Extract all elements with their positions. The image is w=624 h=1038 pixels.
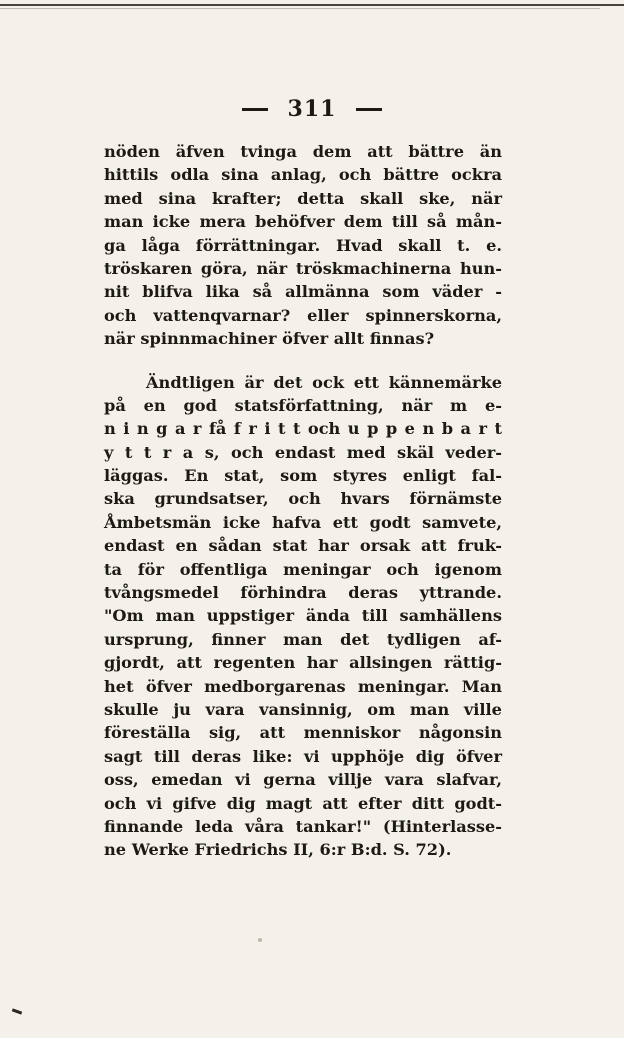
text-line: finnande leda våra tankar!" (Hinterlasse-: [104, 816, 502, 836]
paragraph-2: [104, 371, 502, 862]
text-line: när spinnmachiner öfver allt finnas?: [104, 329, 435, 349]
text-line: het öfver medborgarenas meningar. Man: [104, 676, 502, 696]
text-line: n i n g a r få f r i t t och u p p e n b a r t: [104, 419, 502, 439]
text-line: med sina krafter; detta skall ske, när: [104, 188, 502, 208]
text-line: y t t r a s, och endast med skäl veder-: [104, 442, 502, 462]
text-line: nöden äfven tvinga dem att bättre än: [104, 142, 502, 161]
text-line: föreställa sig, att menniskor någonsin: [104, 723, 502, 743]
text-line: tvångsmedel förhindra deras yttrande.: [104, 583, 502, 603]
text-line: hittils odla sina anlag, och bättre ockra: [104, 165, 502, 185]
text-line: Ändtligen är det ock ett kännemärke: [146, 372, 502, 392]
text-line: "Om man uppstiger ända till samhällens: [104, 606, 502, 626]
text-line: endast en sådan stat har orsak att fruk-: [104, 536, 502, 556]
text-line: nit blifva lika så allmänna som väder -: [104, 282, 502, 302]
text-line: läggas. En stat, som styres enligt fal-: [104, 466, 502, 486]
text-line: ne Werke Friedrichs II, 6:r B:d. S. 72).: [104, 840, 452, 860]
body-text: [104, 140, 502, 862]
text-line: ga låga förrättningar. Hvad skall t. e.: [104, 235, 502, 255]
page-top-edge: [0, 4, 624, 6]
page-header: [0, 96, 624, 122]
text-line: ska grundsatser, och hvars förnämste: [104, 489, 502, 509]
page-number: 311: [287, 96, 337, 122]
ink-speck: [258, 938, 262, 942]
header-dash-left: [242, 108, 268, 111]
text-line: på en god statsförfattning, när m e-: [104, 395, 502, 415]
text-line: ta för offentliga meningar och igenom: [104, 559, 502, 579]
paragraph-gap: [104, 351, 502, 371]
text-line: tröskaren göra, när tröskmachinerna hun-: [104, 258, 502, 278]
text-line: gjordt, att regenten har allsingen rättig-: [104, 653, 502, 673]
text-line: man icke mera behöfver dem till så mån-: [104, 212, 502, 232]
ink-mark: [12, 1008, 22, 1014]
text-line: och vi gifve dig magt att efter ditt godt-: [104, 793, 502, 813]
text-line: oss, emedan vi gerna villje vara slafvar,: [104, 770, 502, 790]
text-line: sagt till deras like: vi upphöje dig öfver: [104, 746, 502, 766]
text-line: och vattenqvarnar? eller spinnerskorna,: [104, 305, 502, 325]
text-line: skulle ju vara vansinnig, om man ville: [104, 699, 502, 719]
page-top-edge-shadow: [0, 8, 600, 9]
header-dash-right: [356, 108, 382, 111]
text-line: Åmbetsmän icke hafva ett godt samvete,: [104, 512, 502, 532]
paragraph-1: [104, 140, 502, 351]
text-line: ursprung, finner man det tydligen af-: [104, 629, 502, 649]
